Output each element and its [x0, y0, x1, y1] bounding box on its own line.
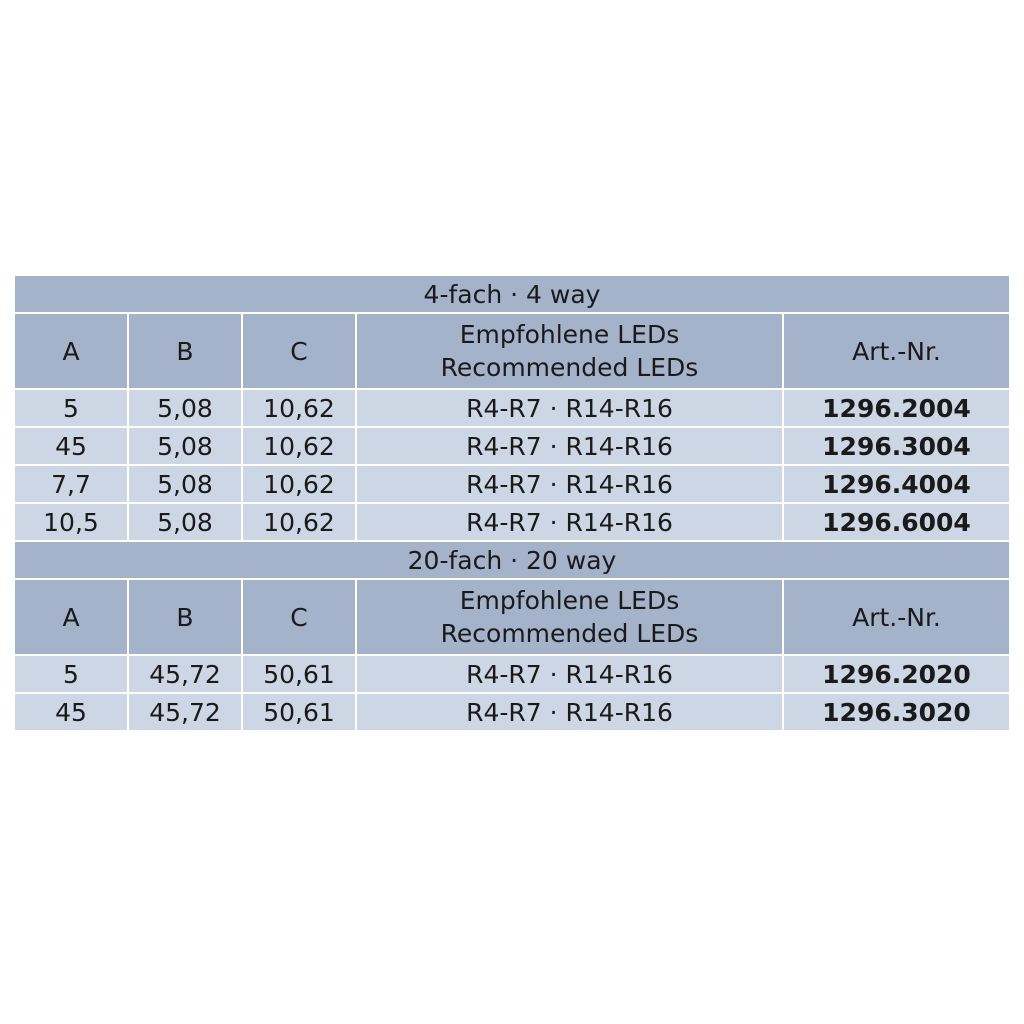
- table-row: [14, 693, 1010, 731]
- cell-leds: R4-R7 · R14-R16: [356, 655, 783, 693]
- section-title: 20-fach · 20 way: [14, 541, 1010, 579]
- header-leds-en: Recommended LEDs: [440, 353, 699, 382]
- cell-art: 1296.3004: [783, 427, 1010, 465]
- header-b: B: [128, 579, 242, 655]
- cell-c: 50,61: [242, 655, 356, 693]
- table-row: [14, 465, 1010, 503]
- header-leds: [356, 313, 783, 389]
- cell-a: 5: [14, 655, 128, 693]
- section-title-row: [14, 541, 1010, 579]
- header-b: B: [128, 313, 242, 389]
- header-leds-de: Empfohlene LEDs: [459, 586, 680, 615]
- cell-art: 1296.6004: [783, 503, 1010, 541]
- header-leds-de: Empfohlene LEDs: [459, 320, 680, 349]
- header-c: C: [242, 313, 356, 389]
- header-leds: [356, 579, 783, 655]
- cell-b: 45,72: [128, 655, 242, 693]
- cell-art: 1296.2020: [783, 655, 1010, 693]
- cell-c: 10,62: [242, 503, 356, 541]
- cell-leds: R4-R7 · R14-R16: [356, 465, 783, 503]
- table-row: [14, 503, 1010, 541]
- header-row: [14, 579, 1010, 655]
- cell-a: 45: [14, 693, 128, 731]
- cell-b: 45,72: [128, 693, 242, 731]
- product-table: [13, 274, 1011, 732]
- cell-art: 1296.4004: [783, 465, 1010, 503]
- header-art: Art.-Nr.: [783, 313, 1010, 389]
- cell-b: 5,08: [128, 389, 242, 427]
- cell-b: 5,08: [128, 427, 242, 465]
- cell-c: 10,62: [242, 389, 356, 427]
- cell-art: 1296.3020: [783, 693, 1010, 731]
- section-title-row: [14, 275, 1010, 313]
- cell-a: 45: [14, 427, 128, 465]
- header-a: A: [14, 313, 128, 389]
- table-row: [14, 389, 1010, 427]
- cell-c: 10,62: [242, 465, 356, 503]
- cell-c: 10,62: [242, 427, 356, 465]
- cell-b: 5,08: [128, 465, 242, 503]
- table-row: [14, 427, 1010, 465]
- table-row: [14, 655, 1010, 693]
- cell-leds: R4-R7 · R14-R16: [356, 503, 783, 541]
- cell-b: 5,08: [128, 503, 242, 541]
- section-title: 4-fach · 4 way: [14, 275, 1010, 313]
- header-a: A: [14, 579, 128, 655]
- cell-leds: R4-R7 · R14-R16: [356, 389, 783, 427]
- header-leds-en: Recommended LEDs: [440, 619, 699, 648]
- cell-a: 7,7: [14, 465, 128, 503]
- cell-a: 10,5: [14, 503, 128, 541]
- header-c: C: [242, 579, 356, 655]
- header-row: [14, 313, 1010, 389]
- cell-a: 5: [14, 389, 128, 427]
- header-art: Art.-Nr.: [783, 579, 1010, 655]
- cell-art: 1296.2004: [783, 389, 1010, 427]
- cell-c: 50,61: [242, 693, 356, 731]
- cell-leds: R4-R7 · R14-R16: [356, 427, 783, 465]
- cell-leds: R4-R7 · R14-R16: [356, 693, 783, 731]
